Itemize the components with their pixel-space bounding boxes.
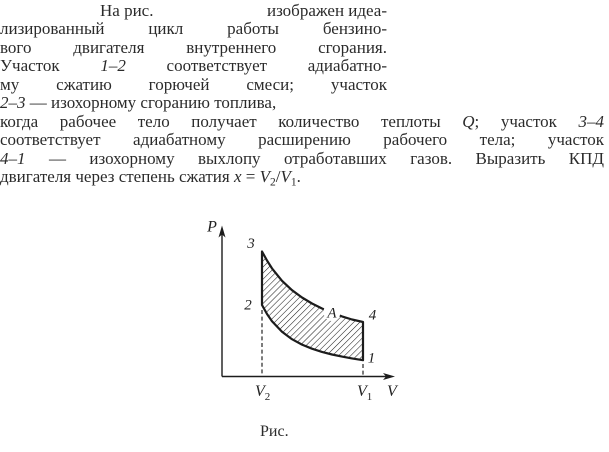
problem-text-line-8 <box>0 130 604 149</box>
problem-text-line-4 <box>0 56 387 75</box>
line8-text: соответствует адиабатному расширению рабочего тела; участок <box>0 130 604 149</box>
v1-tick-label <box>357 383 372 403</box>
problem-text-line-3 <box>0 38 387 57</box>
line4-post: соответствует адиабатно- <box>166 56 388 75</box>
equals-sign: = <box>245 167 256 186</box>
v1-symbol: V <box>280 167 291 186</box>
axis-v-label: V <box>387 383 397 400</box>
line3-text: вого двигателя внутреннего сгорания. <box>0 37 387 57</box>
pv-diagram <box>195 213 407 405</box>
line5-text: му сжатию горючей смеси; участок <box>0 74 387 94</box>
point-1-label: 1 <box>367 350 376 367</box>
point-3-label: 3 <box>247 236 255 252</box>
work-area-label: A <box>327 305 337 322</box>
line10-pre: двигателя через степень сжатия <box>0 167 230 186</box>
problem-text-line-9 <box>0 149 604 168</box>
v1-tick-base: V <box>357 383 367 400</box>
figure-caption-text: Рис. <box>260 423 289 440</box>
line1-start: На рис. <box>100 0 154 20</box>
v2-tick-sub: 2 <box>264 391 271 403</box>
segment-2-3: 2–3 <box>0 93 26 112</box>
v2-tick-label <box>255 383 270 403</box>
fraction-slash: / <box>275 167 281 186</box>
v2-symbol: V <box>259 167 270 186</box>
line1-end: изображен идеа- <box>266 0 387 20</box>
line7-pre: когда рабочее тело получает количество теплоты <box>0 111 441 131</box>
problem-text-line-5 <box>0 75 387 94</box>
line4-pre: Участок <box>0 56 60 75</box>
heat-q-symbol: Q <box>462 111 475 131</box>
axis-p-label: P <box>207 218 217 236</box>
cycle-region <box>262 252 363 361</box>
problem-text-line-7 <box>0 112 604 131</box>
point-2-label: 2 <box>244 297 252 314</box>
point-4-label: 4 <box>368 307 377 324</box>
figure-caption <box>260 423 289 441</box>
v2-tick-base: V <box>255 383 265 400</box>
v1-tick-sub: 1 <box>366 391 373 403</box>
line2-text: лизированный цикл работы бензино- <box>0 19 387 38</box>
problem-text-line-1 <box>0 1 387 20</box>
v2-subscript: 2 <box>269 176 276 189</box>
segment-4-1: 4–1 <box>0 148 26 168</box>
compression-ratio-x: x <box>233 167 242 186</box>
sentence-period: . <box>296 167 301 186</box>
problem-text-line-2 <box>0 19 387 38</box>
v1-subscript: 1 <box>290 176 297 189</box>
segment-1-2: 1–2 <box>100 56 126 75</box>
problem-text-line-10 <box>0 167 604 189</box>
line9-post: — изохорному выхлопу отработавших газов. Выразить КПД <box>48 148 604 168</box>
line6-post: — изохорному сгоранию топлива, <box>29 93 277 112</box>
segment-3-4: 3–4 <box>578 111 605 131</box>
line7-mid: ; участок <box>474 111 557 131</box>
problem-text-line-6 <box>0 93 387 112</box>
